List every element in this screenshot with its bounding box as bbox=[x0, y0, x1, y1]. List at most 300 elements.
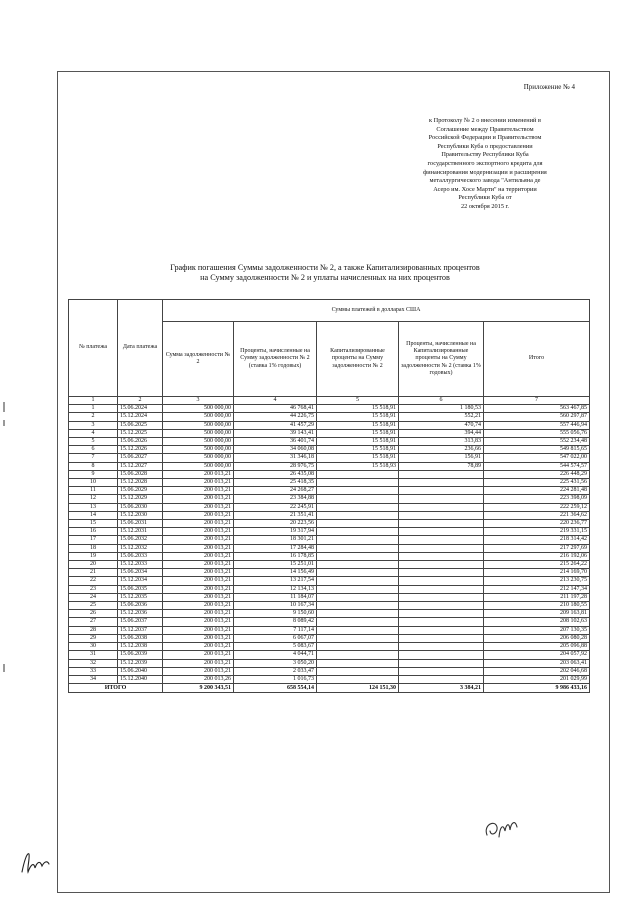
table-row bbox=[69, 462, 590, 470]
payment-date: 15.06.2027 bbox=[118, 454, 163, 462]
capitalized-interest-amount bbox=[317, 536, 399, 544]
capitalized-interest-accrued-amount bbox=[399, 536, 484, 544]
payment-number: 24 bbox=[69, 593, 118, 601]
payment-date: 15.06.2031 bbox=[118, 520, 163, 528]
interest-amount: 17 284,48 bbox=[234, 544, 317, 552]
principal-amount: 200 013,21 bbox=[163, 487, 234, 495]
payment-number: 22 bbox=[69, 577, 118, 585]
total-row bbox=[69, 684, 590, 693]
interest-amount: 12 134,13 bbox=[234, 585, 317, 593]
principal-amount: 200 013,21 bbox=[163, 561, 234, 569]
total-amount: 208 102,63 bbox=[484, 618, 590, 626]
interest-amount: 9 150,60 bbox=[234, 610, 317, 618]
table-row bbox=[69, 511, 590, 519]
column-index-row bbox=[69, 397, 590, 405]
payment-number: 13 bbox=[69, 503, 118, 511]
payment-date: 15.06.2033 bbox=[118, 552, 163, 560]
schedule-title-line: График погашения Суммы задолженности № 2, а также Капитализированных процентов bbox=[170, 263, 480, 272]
schedule-title-line: на Сумму задолженности № 2 и уплаты начисленных на них процентов bbox=[200, 273, 450, 282]
payment-number: 32 bbox=[69, 659, 118, 667]
total-amount: 549 815,65 bbox=[484, 446, 590, 454]
payment-number: 5 bbox=[69, 438, 118, 446]
payment-number: 30 bbox=[69, 643, 118, 651]
capitalized-interest-accrued-amount bbox=[399, 626, 484, 634]
total-amount: 211 197,28 bbox=[484, 593, 590, 601]
capitalized-interest-amount bbox=[317, 667, 399, 675]
capitalized-interest-accrued-amount bbox=[399, 610, 484, 618]
capitalized-interest-accrued-amount bbox=[399, 634, 484, 642]
payment-number: 6 bbox=[69, 446, 118, 454]
capitalized-interest-accrued-amount bbox=[399, 585, 484, 593]
interest-amount: 31 346,18 bbox=[234, 454, 317, 462]
total-amount: 221 364,62 bbox=[484, 511, 590, 519]
principal-amount: 200 013,21 bbox=[163, 634, 234, 642]
capitalized-interest-amount bbox=[317, 626, 399, 634]
capitalized-interest-amount bbox=[317, 634, 399, 642]
payment-date: 15.12.2026 bbox=[118, 446, 163, 454]
total-amount: 214 169,70 bbox=[484, 569, 590, 577]
protocol-ref-line: к Протоколу № 2 о внесении изменений в bbox=[429, 117, 541, 124]
protocol-ref-line: Асеро им. Хосе Марти" на территории bbox=[433, 185, 537, 193]
payment-date: 15.12.2036 bbox=[118, 610, 163, 618]
capitalized-interest-accrued-amount bbox=[399, 495, 484, 503]
capitalized-interest-accrued-amount bbox=[399, 561, 484, 569]
total-amount: 544 574,57 bbox=[484, 462, 590, 470]
capitalized-interest-amount bbox=[317, 495, 399, 503]
capitalized-interest-accrued-amount bbox=[399, 643, 484, 651]
table-row bbox=[69, 429, 590, 437]
payment-number: 34 bbox=[69, 675, 118, 683]
capitalized-interest-amount bbox=[317, 561, 399, 569]
protocol-ref-line: Республики Куба о предоставлении bbox=[437, 142, 533, 150]
total-amount: 202 046,68 bbox=[484, 667, 590, 675]
table-row bbox=[69, 634, 590, 642]
interest-amount: 1 016,73 bbox=[234, 675, 317, 683]
schedule-title bbox=[120, 263, 530, 283]
capitalized-interest-accrued-amount: 1 180,53 bbox=[399, 405, 484, 413]
interest-amount: 16 178,85 bbox=[234, 552, 317, 560]
table-row bbox=[69, 479, 590, 487]
interest-amount: 41 457,29 bbox=[234, 421, 317, 429]
payment-date: 15.12.2025 bbox=[118, 429, 163, 437]
appendix-label: Приложение № 4 bbox=[523, 83, 575, 91]
principal-amount: 200 013,21 bbox=[163, 569, 234, 577]
principal-amount: 200 013,21 bbox=[163, 495, 234, 503]
capitalized-interest-accrued-amount bbox=[399, 479, 484, 487]
capitalized-interest-amount bbox=[317, 552, 399, 560]
payment-number: 2 bbox=[69, 413, 118, 421]
payment-date: 15.12.2033 bbox=[118, 561, 163, 569]
scan-edge-mark bbox=[3, 420, 5, 426]
capitalized-interest-accrued-amount bbox=[399, 667, 484, 675]
payment-number: 27 bbox=[69, 618, 118, 626]
table-row bbox=[69, 520, 590, 528]
capitalized-interest-accrued-amount: 552,21 bbox=[399, 413, 484, 421]
capitalized-interest-accrued-amount: 78,89 bbox=[399, 462, 484, 470]
capitalized-interest-amount bbox=[317, 675, 399, 683]
payment-number: 28 bbox=[69, 626, 118, 634]
interest-amount: 10 167,34 bbox=[234, 602, 317, 610]
capitalized-interest-amount bbox=[317, 618, 399, 626]
protocol-ref-line: металлургического завода "Антильяна де bbox=[429, 177, 541, 185]
interest-amount: 39 143,41 bbox=[234, 429, 317, 437]
protocol-reference bbox=[385, 117, 585, 212]
total-amount: 205 096,88 bbox=[484, 643, 590, 651]
header-payment-date: Дата платежа bbox=[118, 300, 163, 397]
table-row bbox=[69, 651, 590, 659]
table-row bbox=[69, 454, 590, 462]
payment-date: 15.12.2031 bbox=[118, 528, 163, 536]
payment-number: 15 bbox=[69, 520, 118, 528]
principal-amount: 200 013,26 bbox=[163, 675, 234, 683]
payment-date: 15.12.2028 bbox=[118, 479, 163, 487]
capitalized-interest-accrued-amount bbox=[399, 503, 484, 511]
payment-date: 15.06.2030 bbox=[118, 503, 163, 511]
payment-date: 15.12.2030 bbox=[118, 511, 163, 519]
table-row bbox=[69, 626, 590, 634]
payment-date: 15.06.2038 bbox=[118, 634, 163, 642]
table-row bbox=[69, 569, 590, 577]
table-row bbox=[69, 602, 590, 610]
capitalized-interest-amount bbox=[317, 544, 399, 552]
protocol-ref-line: финансирования модернизации и расширения bbox=[423, 168, 547, 176]
schedule-body bbox=[69, 405, 590, 684]
capitalized-interest-amount: 15 518,91 bbox=[317, 438, 399, 446]
payment-number: 16 bbox=[69, 528, 118, 536]
interest-amount: 26 435,08 bbox=[234, 470, 317, 478]
protocol-ref-line: Российской Федерации и Правительством bbox=[428, 134, 542, 142]
interest-amount: 14 156,49 bbox=[234, 569, 317, 577]
capitalized-interest-amount bbox=[317, 602, 399, 610]
payment-number: 7 bbox=[69, 454, 118, 462]
scan-edge-mark bbox=[3, 664, 5, 672]
payment-date: 15.12.2039 bbox=[118, 659, 163, 667]
interest-amount: 23 384,88 bbox=[234, 495, 317, 503]
principal-amount: 500 000,00 bbox=[163, 421, 234, 429]
payment-date: 15.12.2034 bbox=[118, 577, 163, 585]
payment-number: 23 bbox=[69, 585, 118, 593]
table-row bbox=[69, 667, 590, 675]
total-amount: 209 163,81 bbox=[484, 610, 590, 618]
principal-amount: 200 013,21 bbox=[163, 610, 234, 618]
principal-amount: 200 013,21 bbox=[163, 643, 234, 651]
table-row bbox=[69, 577, 590, 585]
interest-amount: 4 044,71 bbox=[234, 651, 317, 659]
payment-date: 15.12.2032 bbox=[118, 544, 163, 552]
payment-date: 15.06.2034 bbox=[118, 569, 163, 577]
interest-amount: 7 117,14 bbox=[234, 626, 317, 634]
protocol-ref-line: Правительству Республики Куба bbox=[441, 151, 529, 159]
payment-number: 29 bbox=[69, 634, 118, 642]
capitalized-interest-amount bbox=[317, 643, 399, 651]
total-amount: 225 431,56 bbox=[484, 479, 590, 487]
scan-edge-mark bbox=[3, 402, 5, 412]
principal-amount: 200 013,21 bbox=[163, 470, 234, 478]
capitalized-interest-accrued-amount bbox=[399, 675, 484, 683]
table-row bbox=[69, 561, 590, 569]
principal-amount: 200 013,21 bbox=[163, 552, 234, 560]
capitalized-interest-accrued-amount bbox=[399, 528, 484, 536]
total-amount: 224 281,48 bbox=[484, 487, 590, 495]
interest-amount: 11 184,07 bbox=[234, 593, 317, 601]
principal-amount: 500 000,00 bbox=[163, 413, 234, 421]
payment-date: 15.06.2025 bbox=[118, 421, 163, 429]
total-amount: 213 230,75 bbox=[484, 577, 590, 585]
total-label: ИТОГО bbox=[69, 684, 163, 693]
payment-number: 20 bbox=[69, 561, 118, 569]
principal-amount: 200 013,21 bbox=[163, 511, 234, 519]
table-row bbox=[69, 610, 590, 618]
capitalized-interest-accrued-amount: 236,66 bbox=[399, 446, 484, 454]
payment-number: 31 bbox=[69, 651, 118, 659]
payment-date: 15.06.2035 bbox=[118, 585, 163, 593]
table-row bbox=[69, 585, 590, 593]
capitalized-interest-accrued-amount bbox=[399, 569, 484, 577]
payment-date: 15.06.2040 bbox=[118, 667, 163, 675]
payment-number: 19 bbox=[69, 552, 118, 560]
payment-number: 33 bbox=[69, 667, 118, 675]
initial-icon bbox=[18, 848, 52, 876]
capitalized-interest-amount bbox=[317, 503, 399, 511]
interest-amount: 25 418,35 bbox=[234, 479, 317, 487]
column-index: 3 bbox=[163, 397, 234, 405]
interest-amount: 36 401,74 bbox=[234, 438, 317, 446]
interest-amount: 3 050,20 bbox=[234, 659, 317, 667]
payment-date: 15.12.2037 bbox=[118, 626, 163, 634]
table-row bbox=[69, 503, 590, 511]
principal-amount: 500 000,00 bbox=[163, 462, 234, 470]
principal-amount: 200 013,21 bbox=[163, 593, 234, 601]
capitalized-interest-accrued-amount bbox=[399, 593, 484, 601]
payment-number: 26 bbox=[69, 610, 118, 618]
payment-number: 12 bbox=[69, 495, 118, 503]
table-row bbox=[69, 659, 590, 667]
capitalized-interest-amount: 15 518,91 bbox=[317, 421, 399, 429]
header-total: Итого bbox=[484, 322, 590, 397]
table-row bbox=[69, 438, 590, 446]
payment-number: 9 bbox=[69, 470, 118, 478]
payment-number: 14 bbox=[69, 511, 118, 519]
column-index: 6 bbox=[399, 397, 484, 405]
interest-amount: 5 083,67 bbox=[234, 643, 317, 651]
table-row bbox=[69, 593, 590, 601]
interest-amount: 8 089,42 bbox=[234, 618, 317, 626]
interest-amount: 20 223,56 bbox=[234, 520, 317, 528]
principal-amount: 200 013,21 bbox=[163, 520, 234, 528]
header-amounts-group: Суммы платежей в долларах США bbox=[163, 300, 590, 322]
capitalized-interest-amount bbox=[317, 593, 399, 601]
total-amount: 557 446,94 bbox=[484, 421, 590, 429]
interest-amount: 28 976,75 bbox=[234, 462, 317, 470]
capitalized-interest-amount bbox=[317, 511, 399, 519]
interest-amount: 19 317,94 bbox=[234, 528, 317, 536]
header-interest: Проценты, начисленные на Сумму задолженности № 2 (ставка 1% годовых) bbox=[234, 322, 317, 397]
column-index: 1 bbox=[69, 397, 118, 405]
total-amount: 210 180,55 bbox=[484, 602, 590, 610]
table-row bbox=[69, 536, 590, 544]
principal-amount: 200 013,21 bbox=[163, 602, 234, 610]
principal-amount: 200 013,21 bbox=[163, 479, 234, 487]
principal-amount: 200 013,21 bbox=[163, 659, 234, 667]
column-index: 7 bbox=[484, 397, 590, 405]
table-row bbox=[69, 413, 590, 421]
capitalized-interest-amount: 15 518,91 bbox=[317, 446, 399, 454]
capitalized-interest-accrued-amount: 394,44 bbox=[399, 429, 484, 437]
interest-amount: 24 268,27 bbox=[234, 487, 317, 495]
capitalized-interest-amount bbox=[317, 585, 399, 593]
table-row bbox=[69, 487, 590, 495]
protocol-ref-line: Соглашение между Правительством bbox=[436, 125, 534, 133]
payment-date: 15.12.2027 bbox=[118, 462, 163, 470]
principal-amount: 500 000,00 bbox=[163, 438, 234, 446]
capitalized-interest-amount bbox=[317, 470, 399, 478]
table-row bbox=[69, 544, 590, 552]
interest-amount: 34 060,08 bbox=[234, 446, 317, 454]
payment-date: 15.12.2040 bbox=[118, 675, 163, 683]
table-row bbox=[69, 675, 590, 683]
payment-date: 15.12.2029 bbox=[118, 495, 163, 503]
payment-date: 15.06.2024 bbox=[118, 405, 163, 413]
total-amount: 222 259,12 bbox=[484, 503, 590, 511]
capitalized-interest-accrued-amount bbox=[399, 544, 484, 552]
capitalized-interest-accrued-amount: 156,91 bbox=[399, 454, 484, 462]
total-amount: 218 314,42 bbox=[484, 536, 590, 544]
total-amount: 216 192,06 bbox=[484, 552, 590, 560]
payment-date: 15.12.2024 bbox=[118, 413, 163, 421]
capitalized-interest-amount bbox=[317, 528, 399, 536]
header-payment-number: № платежа bbox=[69, 300, 118, 397]
repayment-schedule-table bbox=[68, 299, 590, 693]
interest-amount: 6 067,07 bbox=[234, 634, 317, 642]
table-row bbox=[69, 446, 590, 454]
total-amount: 215 264,22 bbox=[484, 561, 590, 569]
payment-number: 21 bbox=[69, 569, 118, 577]
total-grand: 9 986 433,16 bbox=[484, 684, 590, 693]
principal-amount: 200 013,21 bbox=[163, 626, 234, 634]
interest-amount: 15 251,01 bbox=[234, 561, 317, 569]
capitalized-interest-accrued-amount bbox=[399, 470, 484, 478]
capitalized-interest-accrued-amount bbox=[399, 659, 484, 667]
signature-icon bbox=[481, 813, 523, 847]
payment-date: 15.06.2026 bbox=[118, 438, 163, 446]
total-amount: 219 331,15 bbox=[484, 528, 590, 536]
capitalized-interest-accrued-amount bbox=[399, 487, 484, 495]
payment-date: 15.12.2035 bbox=[118, 593, 163, 601]
payment-number: 25 bbox=[69, 602, 118, 610]
table-row bbox=[69, 470, 590, 478]
table-row bbox=[69, 421, 590, 429]
total-capitalized-interest: 124 151,30 bbox=[317, 684, 399, 693]
capitalized-interest-accrued-amount bbox=[399, 511, 484, 519]
payment-date: 15.06.2029 bbox=[118, 487, 163, 495]
total-amount: 201 029,99 bbox=[484, 675, 590, 683]
principal-amount: 200 013,21 bbox=[163, 577, 234, 585]
total-amount: 560 297,87 bbox=[484, 413, 590, 421]
principal-amount: 200 013,21 bbox=[163, 651, 234, 659]
header-principal: Сумма задолженности № 2 bbox=[163, 322, 234, 397]
capitalized-interest-amount bbox=[317, 577, 399, 585]
capitalized-interest-amount: 15 518,93 bbox=[317, 462, 399, 470]
capitalized-interest-accrued-amount bbox=[399, 618, 484, 626]
payment-number: 10 bbox=[69, 479, 118, 487]
payment-date: 15.06.2028 bbox=[118, 470, 163, 478]
capitalized-interest-accrued-amount: 470,74 bbox=[399, 421, 484, 429]
total-amount: 223 398,09 bbox=[484, 495, 590, 503]
principal-amount: 200 013,21 bbox=[163, 503, 234, 511]
protocol-ref-line: 22 октября 2015 г. bbox=[461, 202, 509, 210]
payment-number: 8 bbox=[69, 462, 118, 470]
principal-amount: 200 013,21 bbox=[163, 618, 234, 626]
total-amount: 212 147,34 bbox=[484, 585, 590, 593]
interest-amount: 2 033,47 bbox=[234, 667, 317, 675]
principal-amount: 200 013,21 bbox=[163, 585, 234, 593]
payment-date: 15.06.2039 bbox=[118, 651, 163, 659]
payment-number: 11 bbox=[69, 487, 118, 495]
capitalized-interest-amount bbox=[317, 520, 399, 528]
interest-amount: 13 217,54 bbox=[234, 577, 317, 585]
table-row bbox=[69, 405, 590, 413]
payment-number: 3 bbox=[69, 421, 118, 429]
column-index: 5 bbox=[317, 397, 399, 405]
header-capitalized-interest-accrued: Проценты, начисленные на Капитализированные проценты на Сумму задолженности № 2 (ставка 1% годовых) bbox=[399, 322, 484, 397]
total-amount: 207 130,35 bbox=[484, 626, 590, 634]
principal-amount: 500 000,00 bbox=[163, 446, 234, 454]
capitalized-interest-accrued-amount bbox=[399, 520, 484, 528]
capitalized-interest-amount: 15 518,91 bbox=[317, 454, 399, 462]
table-row bbox=[69, 495, 590, 503]
capitalized-interest-amount: 15 518,91 bbox=[317, 429, 399, 437]
table-row bbox=[69, 618, 590, 626]
capitalized-interest-amount bbox=[317, 479, 399, 487]
protocol-ref-line: Республики Куба от bbox=[458, 194, 512, 202]
column-index: 2 bbox=[118, 397, 163, 405]
total-amount: 552 234,48 bbox=[484, 438, 590, 446]
capitalized-interest-accrued-amount bbox=[399, 651, 484, 659]
principal-amount: 200 013,21 bbox=[163, 536, 234, 544]
payment-date: 15.12.2038 bbox=[118, 643, 163, 651]
payment-number: 1 bbox=[69, 405, 118, 413]
total-amount: 217 297,69 bbox=[484, 544, 590, 552]
principal-amount: 500 000,00 bbox=[163, 405, 234, 413]
capitalized-interest-accrued-amount bbox=[399, 602, 484, 610]
protocol-ref-line: государственного экспортного кредита для bbox=[427, 159, 543, 167]
table-row bbox=[69, 643, 590, 651]
interest-amount: 22 245,91 bbox=[234, 503, 317, 511]
interest-amount: 44 226,75 bbox=[234, 413, 317, 421]
interest-amount: 18 301,21 bbox=[234, 536, 317, 544]
total-amount: 203 063,41 bbox=[484, 659, 590, 667]
payment-number: 18 bbox=[69, 544, 118, 552]
capitalized-interest-accrued-amount bbox=[399, 577, 484, 585]
principal-amount: 200 013,21 bbox=[163, 528, 234, 536]
capitalized-interest-amount bbox=[317, 659, 399, 667]
total-amount: 226 448,29 bbox=[484, 470, 590, 478]
total-amount: 206 080,28 bbox=[484, 634, 590, 642]
capitalized-interest-accrued-amount bbox=[399, 552, 484, 560]
capitalized-interest-amount bbox=[317, 487, 399, 495]
total-capitalized-interest-accrued: 3 384,21 bbox=[399, 684, 484, 693]
capitalized-interest-accrued-amount: 313,83 bbox=[399, 438, 484, 446]
capitalized-interest-amount: 15 518,91 bbox=[317, 413, 399, 421]
table-row bbox=[69, 552, 590, 560]
principal-amount: 500 000,00 bbox=[163, 429, 234, 437]
total-amount: 204 057,92 bbox=[484, 651, 590, 659]
total-amount: 555 056,76 bbox=[484, 429, 590, 437]
principal-amount: 200 013,21 bbox=[163, 667, 234, 675]
interest-amount: 21 351,41 bbox=[234, 511, 317, 519]
payment-date: 15.06.2032 bbox=[118, 536, 163, 544]
column-index: 4 bbox=[234, 397, 317, 405]
